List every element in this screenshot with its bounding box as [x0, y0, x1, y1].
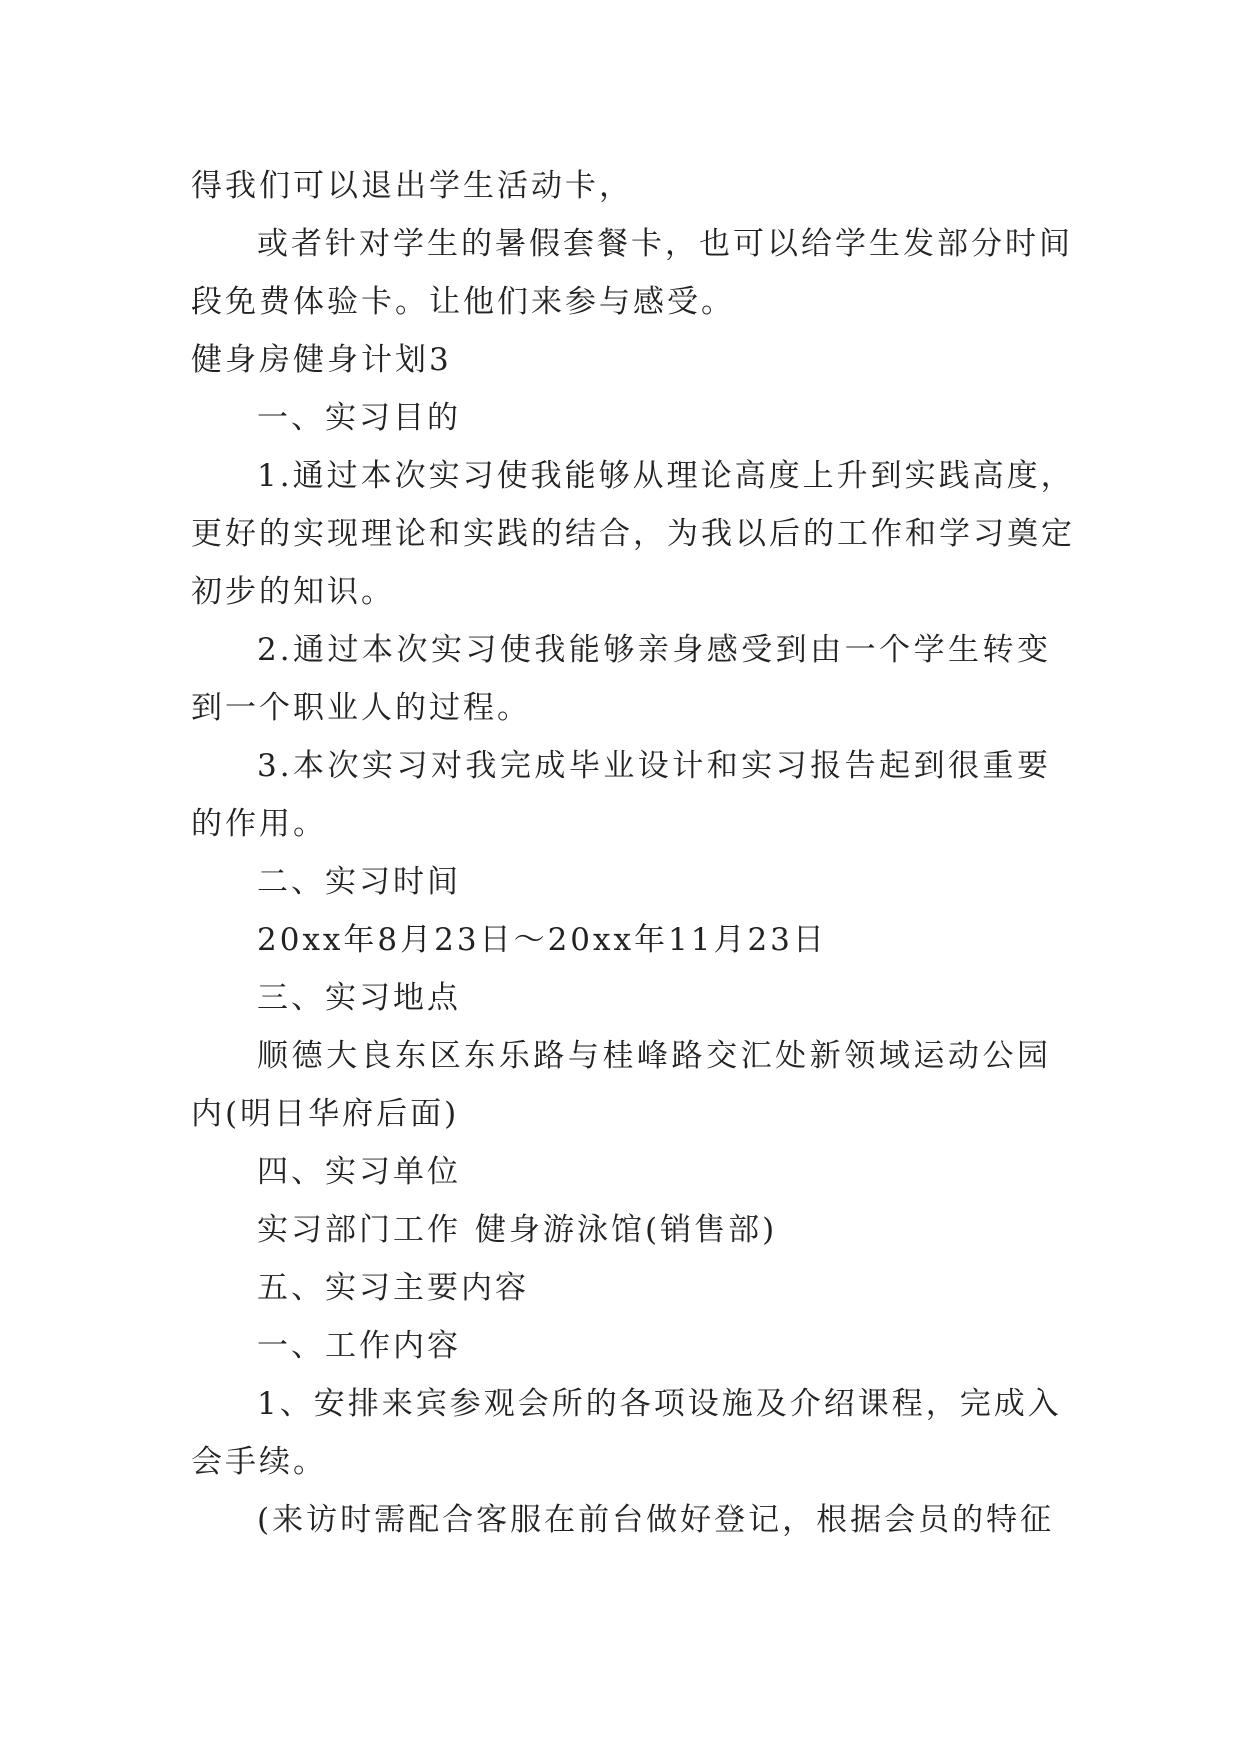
paragraph-line: 的作用。 — [191, 806, 327, 842]
paragraph-line: 内(明日华府后面) — [191, 1096, 460, 1132]
section-heading: 四、实习单位 — [257, 1154, 461, 1190]
paragraph-line: 顺德大良东区东乐路与桂峰路交汇处新领域运动公园 — [257, 1038, 1051, 1074]
paragraph-line: 段免费体验卡。让他们来参与感受。 — [191, 284, 735, 320]
section-heading: 一、实习目的 — [257, 400, 461, 436]
section-heading: 五、实习主要内容 — [257, 1270, 529, 1306]
paragraph-line: 会手续。 — [191, 1444, 327, 1480]
section-heading: 三、实习地点 — [257, 980, 461, 1016]
paragraph-line: 或者针对学生的暑假套餐卡，也可以给学生发部分时间 — [257, 226, 1073, 262]
paragraph-line: 20xx年8月23日～20xx年11月23日 — [257, 922, 827, 958]
paragraph-line: 到一个职业人的过程。 — [191, 690, 531, 726]
paragraph-line — [191, 1201, 1051, 1259]
paragraph-line: 2.通过本次实习使我能够亲身感受到由一个学生转变 — [257, 632, 1051, 668]
paragraph-line: 3.本次实习对我完成毕业设计和实习报告起到很重要 — [257, 748, 1051, 784]
paragraph-line: (来访时需配合客服在前台做好登记，根据会员的特征 — [257, 1502, 1055, 1538]
paragraph-line: 更好的实现理论和实践的结合，为我以后的工作和学习奠定 — [191, 516, 1075, 552]
paragraph-line: 1.通过本次实习使我能够从理论高度上升到实践高度， — [257, 458, 1075, 494]
section-heading: 一、工作内容 — [257, 1328, 461, 1364]
paragraph-line: 得我们可以退出学生活动卡， — [191, 168, 633, 204]
section-title: 健身房健身计划3 — [191, 342, 452, 378]
paragraph-line: 1、安排来宾参观会所的各项设施及介绍课程，完成入 — [257, 1386, 1062, 1422]
venue-text: 健身游泳馆(销售部) — [475, 1212, 778, 1248]
document-body — [191, 157, 1075, 1549]
paragraph-line: 初步的知识。 — [191, 574, 395, 610]
department-text: 实习部门工作 — [257, 1212, 461, 1248]
section-heading: 二、实习时间 — [257, 864, 461, 900]
